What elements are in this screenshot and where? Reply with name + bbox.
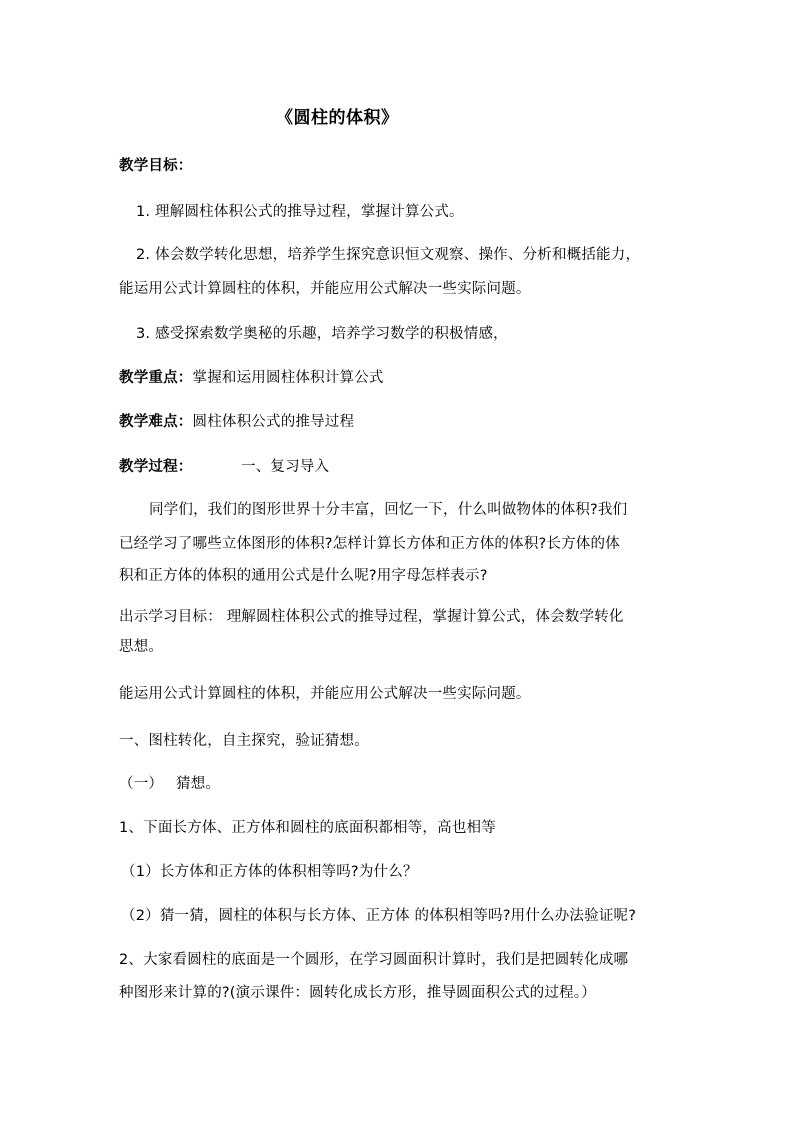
document-title: 《圆柱的体积》: [276, 108, 399, 128]
difficulty-line: [119, 412, 354, 432]
item-1-question-1: （1）长方体和正方体的体积相等吗?为什么？: [121, 864, 418, 880]
difficulty-label: 教学难点：: [119, 414, 193, 430]
objective-3: 3. 感受探索数学奥秘的乐趣，培养学习数学的积极情感，: [136, 326, 508, 342]
objective-2: 2. 体会数学转化思想，培养学生探究意识恒文观察、操作、分析和概括能力，: [136, 247, 641, 263]
paragraph-1-line-3: 积和正方体的体积的通用公式是什么呢?用字母怎样表示?: [119, 568, 488, 584]
paragraph-1-line-2: 已经学习了哪些立体图形的体积?怎样计算长方体和正方体的体积?长方体的体: [119, 536, 620, 552]
item-2-line-2: 种图形来计算的?(演示课件：圆转化成长方形，推导圆面积公式的过程。）: [119, 985, 596, 1001]
sub-1-text: 猜想。: [176, 776, 221, 792]
item-2-line-1: 2、大家看圆柱的底面是一个圆形，在学习圆面积计算时，我们是把圆转化成哪: [119, 952, 629, 968]
sub-1-marker: （一）: [119, 776, 164, 792]
key-point-line: [119, 368, 384, 388]
objective-2-continued: 能运用公式计算圆柱的体积，并能应用公式解决一些实际问题。: [119, 281, 531, 297]
process-step: 一、复习导入: [241, 459, 330, 475]
apply-line: 能运用公式计算圆柱的体积，并能应用公式解决一些实际问题。: [119, 686, 531, 702]
item-1: 1、下面长方体、正方体和圆柱的底面积都相等，高也相等: [119, 820, 496, 836]
section-1-heading: 一、图柱转化，自主探究，验证猜想。: [119, 733, 369, 749]
show-goal-line-1: 出示学习目标： 理解圆柱体积公式的推导过程，掌握计算公式，体会数学转化: [119, 609, 624, 625]
key-point-label: 教学重点：: [119, 370, 193, 386]
paragraph-1-line-1: 同学们，我们的图形世界十分丰富，回忆一下，什么叫做物体的体积?我们: [149, 502, 628, 518]
item-1-question-2: （2）猜一猜，圆柱的体积与长方体、正方体 的体积相等吗?用什么办法验证呢?: [121, 908, 637, 924]
objective-1: 1. 理解圆柱体积公式的推导过程，掌握计算公式。: [136, 204, 464, 220]
show-goal-line-2: 思想。: [119, 639, 164, 655]
objectives-label: 教学目标：: [119, 158, 193, 174]
process-label: 教学过程：: [119, 459, 193, 475]
key-point-text: 掌握和运用圆柱体积计算公式: [192, 370, 384, 386]
difficulty-text: 圆柱体积公式的推导过程: [192, 414, 355, 430]
